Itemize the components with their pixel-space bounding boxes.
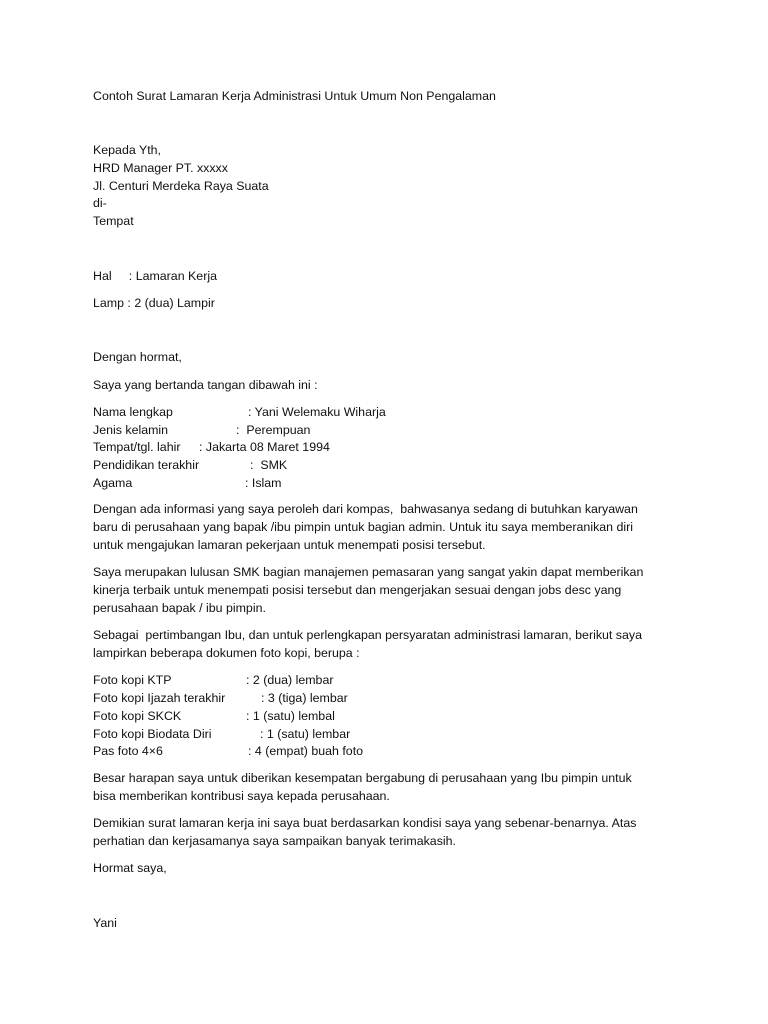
attachment-ijazah-label: Foto kopi Ijazah terakhir [93, 691, 226, 705]
paragraph-5-line-2: perhatian dan kerjasamanya saya sampaikan banyak terimakasih. [93, 834, 456, 848]
paragraph-4-line-2: bisa memberikan kontribusi saya kepada perusahaan. [93, 789, 390, 803]
closing: Hormat saya, [93, 861, 167, 875]
subject-hal: Hal : Lamaran Kerja [93, 269, 217, 283]
identity-nama-value: : Yani Welemaku Wiharja [248, 405, 386, 419]
identity-agama-label: Agama [93, 476, 133, 490]
paragraph-2-line-3: perusahaan bapak / ibu pimpin. [93, 601, 266, 615]
subject-lamp: Lamp : 2 (dua) Lampir [93, 296, 215, 310]
attachment-ktp-value: : 2 (dua) lembar [246, 673, 334, 687]
attachment-pasfoto-label: Pas foto 4×6 [93, 744, 163, 758]
letter-title: Contoh Surat Lamaran Kerja Administrasi Untuk Umum Non Pengalaman [93, 89, 496, 103]
attachment-ktp-label: Foto kopi KTP [93, 673, 172, 687]
paragraph-4-line-1: Besar harapan saya untuk diberikan kesempatan bergabung di perusahaan yang Ibu pimpin untuk [93, 771, 632, 785]
paragraph-5-line-1: Demikian surat lamaran kerja ini saya buat berdasarkan kondisi saya yang sebenar-benarnya. Atas [93, 816, 637, 830]
attachment-biodata-value: : 1 (satu) lembar [260, 727, 351, 741]
identity-ttl-label: Tempat/tgl. lahir [93, 440, 181, 454]
attachment-ijazah-value: : 3 (tiga) lembar [261, 691, 348, 705]
attachment-pasfoto-value: : 4 (empat) buah foto [248, 744, 364, 758]
identity-agama-value: : Islam [245, 476, 282, 490]
recipient-line-4: di- [93, 196, 107, 210]
signature-name: Yani [93, 916, 117, 930]
paragraph-1-line-1: Dengan ada informasi yang saya peroleh dari kompas, bahwasanya sedang di butuhkan karyawan [93, 502, 638, 516]
identity-jk-label: Jenis kelamin [93, 423, 169, 437]
identity-pendidikan-label: Pendidikan terakhir [93, 458, 200, 472]
recipient-line-1: Kepada Yth, [93, 143, 161, 157]
paragraph-2-line-1: Saya merupakan lulusan SMK bagian manajemen pemasaran yang sangat yakin dapat memberikan [93, 565, 644, 579]
attachment-skck-value: : 1 (satu) lembal [246, 709, 335, 723]
intro-text: Saya yang bertanda tangan dibawah ini : [93, 378, 318, 392]
attachment-biodata-label: Foto kopi Biodata Diri [93, 727, 212, 741]
paragraph-2-line-2: kinerja terbaik untuk menempati posisi tersebut dan mengerjakan sesuai dengan jobs desc yang [93, 583, 622, 597]
recipient-line-2: HRD Manager PT. xxxxx [93, 161, 228, 175]
identity-ttl-value: : Jakarta 08 Maret 1994 [199, 440, 330, 454]
paragraph-3-line-1: Sebagai pertimbangan Ibu, dan untuk perlengkapan persyaratan administrasi lamaran, berikut saya [93, 628, 642, 642]
recipient-line-3: Jl. Centuri Merdeka Raya Suata [93, 179, 269, 193]
attachment-skck-label: Foto kopi SKCK [93, 709, 182, 723]
paragraph-3-line-2: lampirkan beberapa dokumen foto kopi, berupa : [93, 646, 360, 660]
paragraph-1-line-2: baru di perusahaan yang bapak /ibu pimpin untuk bagian admin. Untuk itu saya memberanikan diri [93, 520, 634, 534]
recipient-line-5: Tempat [93, 214, 134, 228]
greeting: Dengan hormat, [93, 350, 182, 364]
identity-pendidikan-value: : SMK [250, 458, 288, 472]
identity-jk-value: : Perempuan [236, 423, 311, 437]
identity-nama-label: Nama lengkap [93, 405, 173, 419]
paragraph-1-line-3: untuk mengajukan lamaran pekerjaan untuk menempati posisi tersebut. [93, 538, 486, 552]
